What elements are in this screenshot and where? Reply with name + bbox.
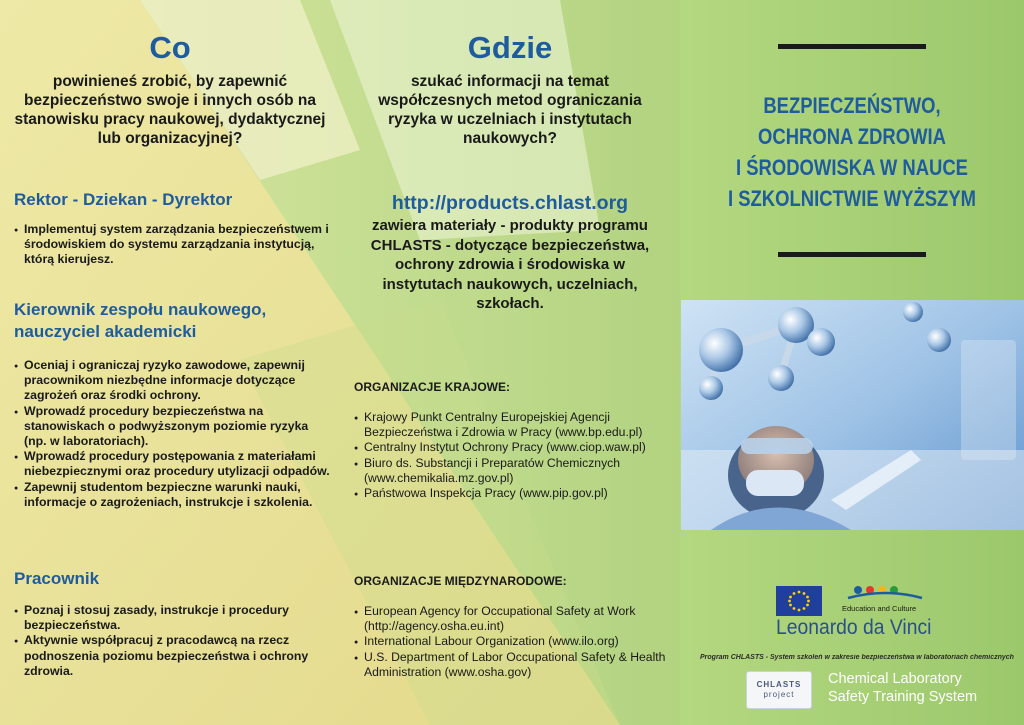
list-item: ● Krajowy Punkt Centralny Europejskiej Agencji Bezpieczeństwa i Zdrowia w Pracy (www.bp.edu.pl) — [354, 410, 670, 440]
list-item: ● Centralny Instytut Ochrony Pracy (www.ciop.waw.pl) — [354, 440, 670, 455]
panel-subtitle: powinieneś zrobić, by zapewnić bezpieczeństwo swoje i innych osób na stanowisku pracy naukowej, dydaktycznej lub organizacyjnej? — [14, 73, 326, 147]
employee-list — [14, 603, 330, 679]
list-item: ● Wprowadź procedury bezpieczeństwa na stanowiskach o podwyższonym poziomie ryzyka (np. w laboratoriach). — [14, 404, 330, 450]
panel-where-to-look — [340, 0, 680, 725]
list-item: ● Państwowa Inspekcja Pracy (www.pip.gov.pl) — [354, 486, 670, 501]
list-item: ● U.S. Department of Labor Occupational Safety & Health Administration (www.osha.gov) — [354, 650, 670, 680]
list-item: ● Zapewnij studentom bezpieczne warunki nauki, informacje o zagrożeniach, instrukcje i szkolenia. — [14, 480, 330, 510]
bottom-divider — [778, 252, 926, 257]
list-item: ● Oceniaj i ograniczaj ryzyko zawodowe, zapewnij pracownikom niezbędne informacje dotyczące zagrożeń oraz środki ochrony. — [14, 358, 330, 404]
panel-title-co: Co — [149, 30, 191, 65]
lab-photo — [681, 300, 1024, 530]
international-orgs-heading: ORGANIZACJE MIĘDZYNARODOWE: — [354, 574, 567, 588]
section-heading-lecturer: Kierownik zespołu naukowego, nauczyciel akademicki — [14, 300, 267, 341]
eu-flag-logo — [776, 586, 822, 616]
lab-photo-image — [681, 300, 1024, 530]
rector-list — [14, 222, 330, 268]
section-heading-employee: Pracownik — [14, 569, 100, 588]
list-item: ● Biuro ds. Substancji i Preparatów Chemicznych (www.chemikalia.mz.gov.pl) — [354, 456, 670, 486]
training-system-name — [828, 670, 1018, 706]
international-orgs-list — [354, 604, 670, 680]
section-heading-rector: Rektor - Dziekan - Dyrektor — [14, 190, 233, 209]
panel-subtitle: szukać informacji na temat współczesnych metod ograniczania ryzyka w uczelniach i instytutach naukowych? — [378, 73, 642, 147]
list-item: ● European Agency for Occupational Safety at Work (http://agency.osha.eu.int) — [354, 604, 670, 634]
list-item: ● Poznaj i stosuj zasady, instrukcje i procedury bezpieczeństwa. — [14, 603, 330, 633]
products-link[interactable]: http://products.chlast.org — [391, 192, 629, 214]
panel-what-to-do — [0, 0, 340, 725]
cover-title-line: OCHRONA ZDROWIA — [758, 124, 946, 149]
list-item: ● International Labour Organization (www.ilo.org) — [354, 634, 670, 649]
cover-title-line: I SZKOLNICTWIE WYŻSZYM — [727, 186, 977, 211]
lecturer-list — [14, 358, 330, 510]
panel-title-gdzie: Gdzie — [467, 30, 553, 65]
national-orgs-list — [354, 410, 670, 501]
list-item: ● Wprowadź procedury postępowania z materiałami niebezpiecznymi oraz procedury utylizacji odpadów. — [14, 449, 330, 479]
chlasts-logo-subtext: project — [763, 690, 795, 699]
leonardo-da-vinci-logo: Leonardo da Vinci — [776, 616, 932, 639]
figures-icon — [840, 584, 930, 602]
training-system-line: Safety Training System — [828, 689, 978, 705]
cover-title-line: BEZPIECZEŃSTWO, — [763, 93, 941, 118]
training-system-line: Chemical Laboratory — [828, 671, 962, 687]
top-divider — [778, 44, 926, 49]
chlasts-logo-text: CHLASTS — [756, 680, 802, 689]
education-culture-label: Education and Culture — [842, 604, 917, 613]
list-item: ● Aktywnie współpracuj z pracodawcą na rzecz podnoszenia poziomu bezpieczeństwa i ochrony zdrowia. — [14, 633, 330, 679]
program-note: Program CHLASTS - System szkoleń w zakresie bezpieczeństwa w laboratoriach chemicznych — [700, 654, 1014, 661]
products-description: zawiera materiały - produkty programu CHLASTS - dotyczące bezpieczeństwa, ochrony zdrowia i środowiska w instytutach naukowych, uczelniach, szkołach. — [370, 217, 650, 312]
cover-title-line: I ŚRODOWISKA W NAUCE — [735, 155, 968, 180]
list-item: ● Implementuj system zarządzania bezpieczeństwem i środowiskiem do systemu zarządzania instytucją, którą kierujesz. — [14, 222, 330, 268]
eu-stars-icon — [776, 586, 822, 616]
education-culture-logo — [840, 584, 930, 613]
chlasts-project-logo — [746, 671, 812, 709]
cover-title — [711, 90, 993, 214]
national-orgs-heading: ORGANIZACJE KRAJOWE: — [354, 380, 511, 394]
